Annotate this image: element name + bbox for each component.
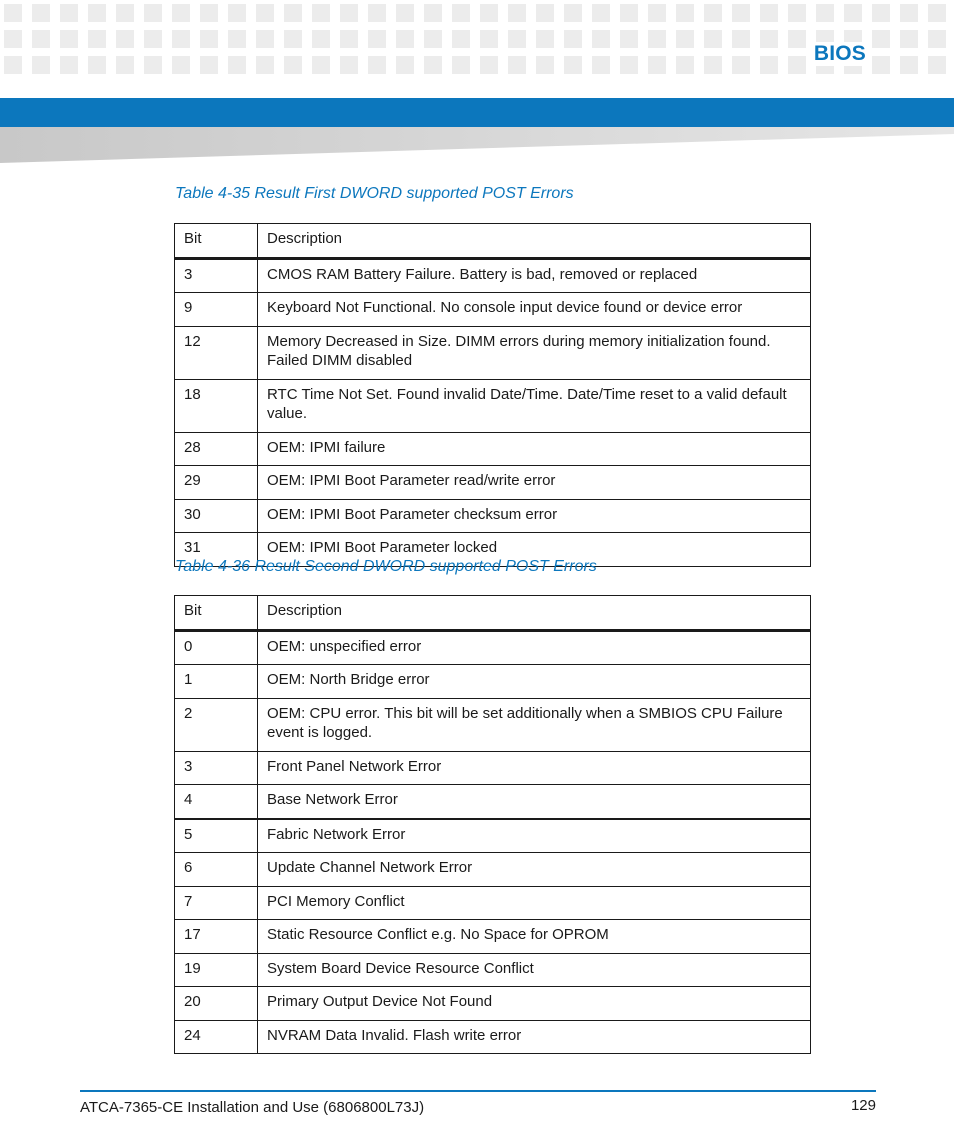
header-grid-square [872, 56, 890, 74]
description-cell: OEM: IPMI Boot Parameter checksum error [258, 499, 811, 533]
header-grid-square [592, 4, 610, 22]
header-grid-square [508, 4, 526, 22]
column-header-description: Description [258, 596, 811, 631]
description-cell: OEM: IPMI Boot Parameter read/write error [258, 466, 811, 500]
header-blue-bar [0, 98, 954, 127]
table-row [175, 920, 811, 954]
bit-cell: 1 [175, 665, 258, 699]
table-row [175, 751, 811, 785]
header-grid-square [340, 56, 358, 74]
header-grid-square [788, 30, 806, 48]
table-row [175, 665, 811, 699]
header-grid-square [620, 56, 638, 74]
header-grid-square [648, 4, 666, 22]
header-grid-square [900, 56, 918, 74]
header-grid-square [704, 56, 722, 74]
table-header-row [175, 224, 811, 259]
description-cell: Front Panel Network Error [258, 751, 811, 785]
header-grid-square [32, 4, 50, 22]
description-cell: OEM: unspecified error [258, 630, 811, 665]
post-errors-table-first-dword [174, 223, 811, 567]
header-grid-square [172, 30, 190, 48]
description-cell: Fabric Network Error [258, 819, 811, 853]
header-grid-square [200, 56, 218, 74]
header-grid-square [368, 56, 386, 74]
table-row [175, 432, 811, 466]
column-header-bit: Bit [175, 224, 258, 259]
header-grid-square [228, 56, 246, 74]
header-grid-square [620, 30, 638, 48]
post-errors-table-second-dword [174, 595, 811, 1054]
bit-cell: 19 [175, 953, 258, 987]
header-grid-square [844, 4, 862, 22]
bit-cell: 7 [175, 886, 258, 920]
header-grid-square [536, 4, 554, 22]
header-grid-square [32, 56, 50, 74]
header-grid-square [144, 4, 162, 22]
header-grid-square [256, 4, 274, 22]
header-grid-square [508, 56, 526, 74]
header-grid-square [312, 30, 330, 48]
table-row [175, 499, 811, 533]
header-grid-square [396, 30, 414, 48]
table-row [175, 466, 811, 500]
header-grid-square [340, 30, 358, 48]
section-title: BIOS [808, 42, 872, 66]
table-header-row [175, 596, 811, 631]
header-grid-square [480, 4, 498, 22]
bit-cell: 4 [175, 785, 258, 819]
bit-cell: 29 [175, 466, 258, 500]
header-grid-square [872, 4, 890, 22]
header-grid-square [760, 56, 778, 74]
header-grid-square [704, 30, 722, 48]
header-grid-square [620, 4, 638, 22]
table-row [175, 819, 811, 853]
header-grid-square [732, 56, 750, 74]
header-grid-square [200, 30, 218, 48]
header-grid-square [396, 4, 414, 22]
bit-cell: 2 [175, 698, 258, 751]
header-grid-square [592, 56, 610, 74]
header-grid-square [172, 56, 190, 74]
header-gray-swoosh [0, 127, 954, 163]
table-row [175, 293, 811, 327]
description-cell: RTC Time Not Set. Found invalid Date/Time. Date/Time reset to a valid default value. [258, 379, 811, 432]
header-grid-square [900, 30, 918, 48]
bit-cell: 28 [175, 432, 258, 466]
header-grid-square [88, 30, 106, 48]
header-grid-square [536, 56, 554, 74]
description-cell: Update Channel Network Error [258, 853, 811, 887]
bit-cell: 6 [175, 853, 258, 887]
description-cell: Static Resource Conflict e.g. No Space for OPROM [258, 920, 811, 954]
header-grid-square [144, 56, 162, 74]
header-grid-square [116, 30, 134, 48]
header-grid-square [4, 4, 22, 22]
description-cell: NVRAM Data Invalid. Flash write error [258, 1020, 811, 1054]
header-grid-square [928, 56, 946, 74]
table-row [175, 326, 811, 379]
header-grid-cells [4, 4, 946, 74]
header-grid-square [732, 4, 750, 22]
bit-cell: 24 [175, 1020, 258, 1054]
header-grid-square [144, 30, 162, 48]
page-number: 129 [850, 1097, 876, 1114]
bit-cell: 5 [175, 819, 258, 853]
header-grid-square [312, 56, 330, 74]
column-header-bit: Bit [175, 596, 258, 631]
bit-cell: 20 [175, 987, 258, 1021]
header-grid-square [760, 4, 778, 22]
header-grid-square [284, 4, 302, 22]
footer-document-title: ATCA-7365-CE Installation and Use (6806800L73J) [80, 1099, 425, 1116]
table-row [175, 785, 811, 819]
header-grid-square [284, 56, 302, 74]
header-grid-square [732, 30, 750, 48]
header-grid-square [312, 4, 330, 22]
header-grid-square [564, 30, 582, 48]
description-cell: Memory Decreased in Size. DIMM errors during memory initialization found. Failed DIMM disabled [258, 326, 811, 379]
bit-cell: 9 [175, 293, 258, 327]
header-grid-square [872, 30, 890, 48]
table-row [175, 1020, 811, 1054]
table-row [175, 853, 811, 887]
header-grid-square [816, 4, 834, 22]
bit-cell: 17 [175, 920, 258, 954]
table-caption-4-35: Table 4-35 Result First DWORD supported POST Errors [175, 185, 574, 202]
header-grid-square [760, 30, 778, 48]
table-caption-4-36: Table 4-36 Result Second DWORD supported POST Errors [175, 558, 597, 575]
description-cell: OEM: IPMI failure [258, 432, 811, 466]
header-grid-square [60, 4, 78, 22]
header-grid-square [256, 30, 274, 48]
bit-cell: 3 [175, 258, 258, 293]
header-grid-square [508, 30, 526, 48]
header-grid-square [116, 56, 134, 74]
header-grid-square [452, 4, 470, 22]
table-row [175, 987, 811, 1021]
header-grid-square [88, 4, 106, 22]
header-grid-square [368, 30, 386, 48]
header-grid-square [928, 30, 946, 48]
header-grid-square [900, 4, 918, 22]
header-grid-square [480, 56, 498, 74]
header-grid-square [396, 56, 414, 74]
bit-cell: 0 [175, 630, 258, 665]
header-grid-square [424, 56, 442, 74]
header-grid-square [452, 30, 470, 48]
header-grid-square [564, 4, 582, 22]
header-grid-square [4, 30, 22, 48]
header-grid-square [452, 56, 470, 74]
table-row [175, 953, 811, 987]
header-grid-square [340, 4, 358, 22]
header-grid-square [228, 30, 246, 48]
description-cell: CMOS RAM Battery Failure. Battery is bad, removed or replaced [258, 258, 811, 293]
header-grid-square [564, 56, 582, 74]
table-row [175, 630, 811, 665]
header-grid-square [536, 30, 554, 48]
description-cell: Primary Output Device Not Found [258, 987, 811, 1021]
description-cell: PCI Memory Conflict [258, 886, 811, 920]
column-header-description: Description [258, 224, 811, 259]
footer-rule [80, 1090, 876, 1092]
header-grid-square [788, 4, 806, 22]
header-grid-square [648, 56, 666, 74]
header-grid-square [4, 56, 22, 74]
header-grid-square [116, 4, 134, 22]
header-grid-square [424, 4, 442, 22]
header-grid-square [172, 4, 190, 22]
header-grid-square [200, 4, 218, 22]
description-cell: OEM: CPU error. This bit will be set additionally when a SMBIOS CPU Failure event is logged. [258, 698, 811, 751]
description-cell: System Board Device Resource Conflict [258, 953, 811, 987]
header-grid-square [60, 30, 78, 48]
header-grid-square [480, 30, 498, 48]
description-cell: Base Network Error [258, 785, 811, 819]
header-grid-square [676, 30, 694, 48]
table-row [175, 379, 811, 432]
header-grid-square [704, 4, 722, 22]
table-row [175, 698, 811, 751]
table-row [175, 886, 811, 920]
bit-cell: 31 [175, 533, 258, 567]
header-grid-square [676, 56, 694, 74]
header-grid-square [648, 30, 666, 48]
description-cell: OEM: North Bridge error [258, 665, 811, 699]
table-row [175, 258, 811, 293]
header-grid-square [60, 56, 78, 74]
bit-cell: 30 [175, 499, 258, 533]
header-grid-square [424, 30, 442, 48]
description-cell: Keyboard Not Functional. No console input device found or device error [258, 293, 811, 327]
header-grid-square [592, 30, 610, 48]
description-cell: OEM: IPMI Boot Parameter locked [258, 533, 811, 567]
header-grid-square [928, 4, 946, 22]
bit-cell: 18 [175, 379, 258, 432]
bit-cell: 3 [175, 751, 258, 785]
header-grid-square [788, 56, 806, 74]
header-grid-square [88, 56, 106, 74]
header-grid-square [256, 56, 274, 74]
header-grid-square [368, 4, 386, 22]
header-grid-square [228, 4, 246, 22]
bit-cell: 12 [175, 326, 258, 379]
header-grid-square [676, 4, 694, 22]
header-grid-square [284, 30, 302, 48]
header-grid-square [32, 30, 50, 48]
